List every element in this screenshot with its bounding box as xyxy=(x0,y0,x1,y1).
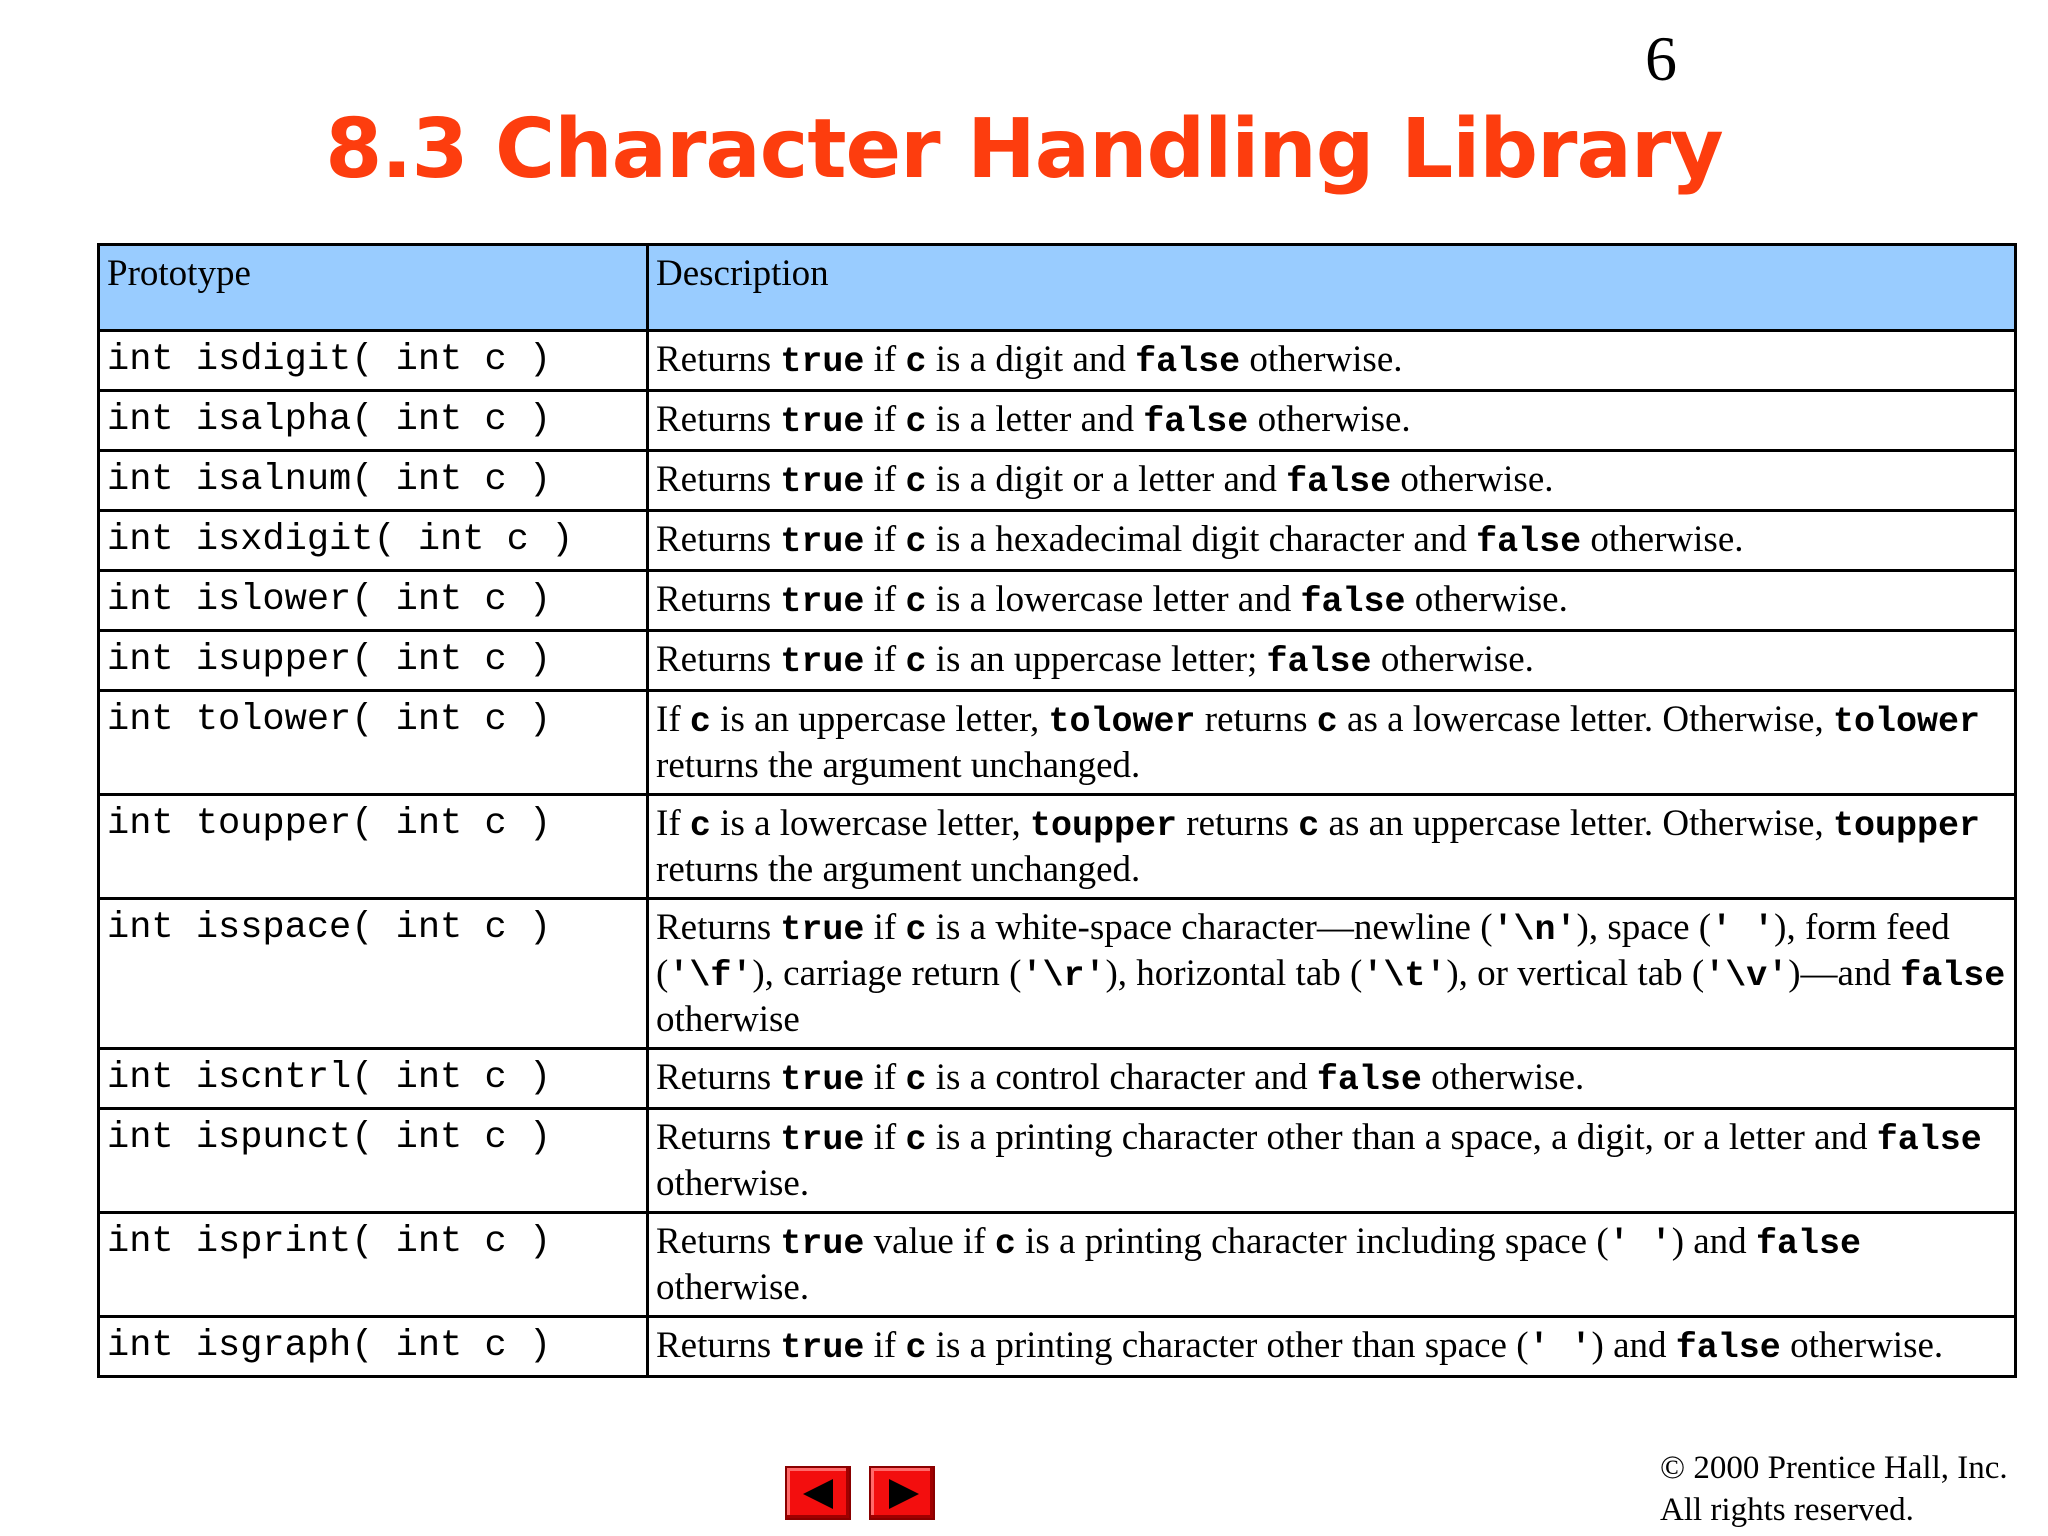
code-term: c xyxy=(905,1120,927,1160)
description-text: ), form feed ( xyxy=(656,907,1950,994)
description-cell xyxy=(648,631,2016,691)
description-text: returns xyxy=(1195,699,1317,740)
description-cell xyxy=(648,1317,2016,1377)
previous-slide-button[interactable] xyxy=(785,1466,851,1520)
description-text: otherwise. xyxy=(656,1267,810,1308)
description-text: if xyxy=(864,1057,906,1098)
description-text: value if xyxy=(864,1221,995,1262)
code-term: c xyxy=(1298,806,1320,846)
description-text: Returns xyxy=(656,519,781,560)
description-text: as a lowercase letter. Otherwise, xyxy=(1337,699,1833,740)
table-row xyxy=(99,1317,2016,1377)
description-text: otherwise. xyxy=(1371,639,1534,680)
code-term: '\n' xyxy=(1492,910,1577,950)
code-term: true xyxy=(780,522,865,562)
code-term: true xyxy=(780,1120,865,1160)
code-term: c xyxy=(905,462,927,502)
description-text: Returns xyxy=(656,1325,781,1366)
description-text: is a digit and xyxy=(926,339,1136,380)
description-cell xyxy=(648,331,2016,391)
description-text: Returns xyxy=(656,1221,781,1262)
code-term: true xyxy=(780,342,865,382)
code-term: tolower xyxy=(1048,702,1196,742)
code-term: c xyxy=(905,522,927,562)
prototype-cell: int isxdigit( int c ) xyxy=(99,511,648,571)
description-text: if xyxy=(864,1325,906,1366)
description-text: otherwise. xyxy=(1248,399,1411,440)
code-term: false xyxy=(1675,1328,1781,1368)
description-text: otherwise. xyxy=(1421,1057,1585,1098)
code-term: false xyxy=(1900,956,2006,996)
code-term: c xyxy=(905,342,927,382)
description-text: is a printing character including space ( xyxy=(1015,1221,1609,1262)
description-text: if xyxy=(864,579,906,620)
description-text: otherwise. xyxy=(1405,579,1568,620)
code-term: false xyxy=(1266,642,1372,682)
description-text: is a letter and xyxy=(926,399,1144,440)
description-text: Returns xyxy=(656,907,781,948)
description-text: is a lowercase letter and xyxy=(926,579,1301,620)
right-arrow-icon xyxy=(889,1479,919,1509)
code-term: true xyxy=(780,1224,865,1264)
description-text: if xyxy=(864,339,906,380)
code-term: false xyxy=(1476,522,1582,562)
description-text: is a printing character other than a space, a digit, or a letter and xyxy=(926,1117,1877,1158)
table-row xyxy=(99,511,2016,571)
code-term: toupper xyxy=(1832,806,1980,846)
table-row xyxy=(99,1109,2016,1213)
table-row xyxy=(99,795,2016,899)
description-text: if xyxy=(864,1117,906,1158)
code-term: false xyxy=(1755,1224,1861,1264)
code-term: c xyxy=(689,702,711,742)
description-cell xyxy=(648,795,2016,899)
code-term: c xyxy=(905,582,927,622)
description-text: is a white-space character—newline ( xyxy=(926,907,1493,948)
prototype-cell: int isdigit( int c ) xyxy=(99,331,648,391)
code-term: ' ' xyxy=(1711,910,1775,950)
description-cell xyxy=(648,899,2016,1049)
code-term: false xyxy=(1135,342,1241,382)
code-term: false xyxy=(1876,1120,1982,1160)
description-cell xyxy=(648,391,2016,451)
prototype-cell: int isalpha( int c ) xyxy=(99,391,648,451)
description-text: if xyxy=(864,519,906,560)
description-text: if xyxy=(864,639,906,680)
code-term: true xyxy=(780,462,865,502)
description-cell xyxy=(648,571,2016,631)
prototype-cell: int toupper( int c ) xyxy=(99,795,648,899)
code-term: false xyxy=(1300,582,1406,622)
prototype-cell: int islower( int c ) xyxy=(99,571,648,631)
description-text: ), space ( xyxy=(1576,907,1712,948)
table-row xyxy=(99,691,2016,795)
description-cell xyxy=(648,1213,2016,1317)
description-text: if xyxy=(864,399,906,440)
code-term: true xyxy=(780,402,865,442)
header-prototype: Prototype xyxy=(99,245,648,331)
description-text: ) and xyxy=(1591,1325,1676,1366)
table-header-row xyxy=(99,245,2016,331)
code-term: c xyxy=(689,806,711,846)
table-row xyxy=(99,631,2016,691)
prototype-cell: int isspace( int c ) xyxy=(99,899,648,1049)
table-row xyxy=(99,899,2016,1049)
description-cell xyxy=(648,1109,2016,1213)
description-text: is an uppercase letter, xyxy=(710,699,1049,740)
table-row xyxy=(99,571,2016,631)
prototype-cell: int isprint( int c ) xyxy=(99,1213,648,1317)
description-text: If xyxy=(656,699,690,740)
code-term: false xyxy=(1316,1060,1422,1100)
description-text: returns the argument unchanged. xyxy=(656,745,1141,786)
code-term: true xyxy=(780,910,865,950)
prototype-cell: int isalnum( int c ) xyxy=(99,451,648,511)
table-row xyxy=(99,1049,2016,1109)
description-text: )—and xyxy=(1788,953,1901,994)
description-text: is a control character and xyxy=(926,1057,1317,1098)
description-text: Returns xyxy=(656,1057,781,1098)
description-text: Returns xyxy=(656,399,781,440)
description-text: ) and xyxy=(1671,1221,1756,1262)
description-text: Returns xyxy=(656,639,781,680)
left-arrow-icon xyxy=(803,1479,833,1509)
description-text: is a printing character other than space ( xyxy=(926,1325,1529,1366)
slide-title: 8.3 Character Handling Library xyxy=(325,102,1723,197)
code-term: ' ' xyxy=(1528,1328,1592,1368)
code-term: true xyxy=(780,1060,865,1100)
code-term: '\v' xyxy=(1704,956,1789,996)
code-term: '\f' xyxy=(668,956,753,996)
description-cell xyxy=(648,511,2016,571)
next-slide-button[interactable] xyxy=(869,1466,935,1520)
description-text: Returns xyxy=(656,579,781,620)
code-term: true xyxy=(780,1328,865,1368)
table-row xyxy=(99,451,2016,511)
prototype-cell: int ispunct( int c ) xyxy=(99,1109,648,1213)
description-cell xyxy=(648,691,2016,795)
code-term: tolower xyxy=(1832,702,1980,742)
function-table xyxy=(97,243,2017,1378)
description-text: Returns xyxy=(656,339,781,380)
description-text: if xyxy=(864,459,906,500)
description-text: ), or vertical tab ( xyxy=(1446,953,1705,994)
code-term: '\r' xyxy=(1021,956,1106,996)
description-text: otherwise. xyxy=(1581,519,1744,560)
description-text: otherwise. xyxy=(1240,339,1403,380)
description-text: is a hexadecimal digit character and xyxy=(926,519,1477,560)
prototype-cell: int isupper( int c ) xyxy=(99,631,648,691)
description-text: Returns xyxy=(656,459,781,500)
code-term: '\t' xyxy=(1362,956,1447,996)
copyright-notice xyxy=(1660,1447,2008,1531)
copyright-line-2: All rights reserved. xyxy=(1660,1492,1914,1528)
description-text: ), carriage return ( xyxy=(752,953,1022,994)
code-term: c xyxy=(905,1328,927,1368)
code-term: true xyxy=(780,582,865,622)
description-text: is an uppercase letter; xyxy=(926,639,1267,680)
code-term: c xyxy=(905,402,927,442)
code-term: false xyxy=(1286,462,1392,502)
prototype-cell: int iscntrl( int c ) xyxy=(99,1049,648,1109)
description-text: otherwise xyxy=(656,999,800,1040)
description-text: returns xyxy=(1177,803,1299,844)
description-text: is a digit or a letter and xyxy=(926,459,1287,500)
prototype-cell: int isgraph( int c ) xyxy=(99,1317,648,1377)
code-term: true xyxy=(780,642,865,682)
code-term: ' ' xyxy=(1608,1224,1672,1264)
description-text: otherwise. xyxy=(1780,1325,1944,1366)
table-row xyxy=(99,331,2016,391)
code-term: c xyxy=(1316,702,1338,742)
table-row xyxy=(99,1213,2016,1317)
description-cell xyxy=(648,451,2016,511)
table-body xyxy=(99,331,2016,1377)
description-text: Returns xyxy=(656,1117,781,1158)
code-term: toupper xyxy=(1029,806,1177,846)
code-term: false xyxy=(1143,402,1249,442)
code-term: c xyxy=(905,910,927,950)
code-term: c xyxy=(994,1224,1016,1264)
header-description: Description xyxy=(648,245,2016,331)
description-text: otherwise. xyxy=(656,1163,810,1204)
description-cell xyxy=(648,1049,2016,1109)
description-text: otherwise. xyxy=(1391,459,1554,500)
description-text: if xyxy=(864,907,906,948)
prototype-cell: int tolower( int c ) xyxy=(99,691,648,795)
code-term: c xyxy=(905,642,927,682)
slide-number: 6 xyxy=(1645,23,1677,94)
description-text: If xyxy=(656,803,690,844)
description-text: is a lowercase letter, xyxy=(710,803,1030,844)
description-text: ), horizontal tab ( xyxy=(1105,953,1363,994)
description-text: returns the argument unchanged. xyxy=(656,849,1141,890)
table-row xyxy=(99,391,2016,451)
description-text: as an uppercase letter. Otherwise, xyxy=(1319,803,1833,844)
code-term: c xyxy=(905,1060,927,1100)
copyright-line-1: © 2000 Prentice Hall, Inc. xyxy=(1660,1450,2008,1486)
